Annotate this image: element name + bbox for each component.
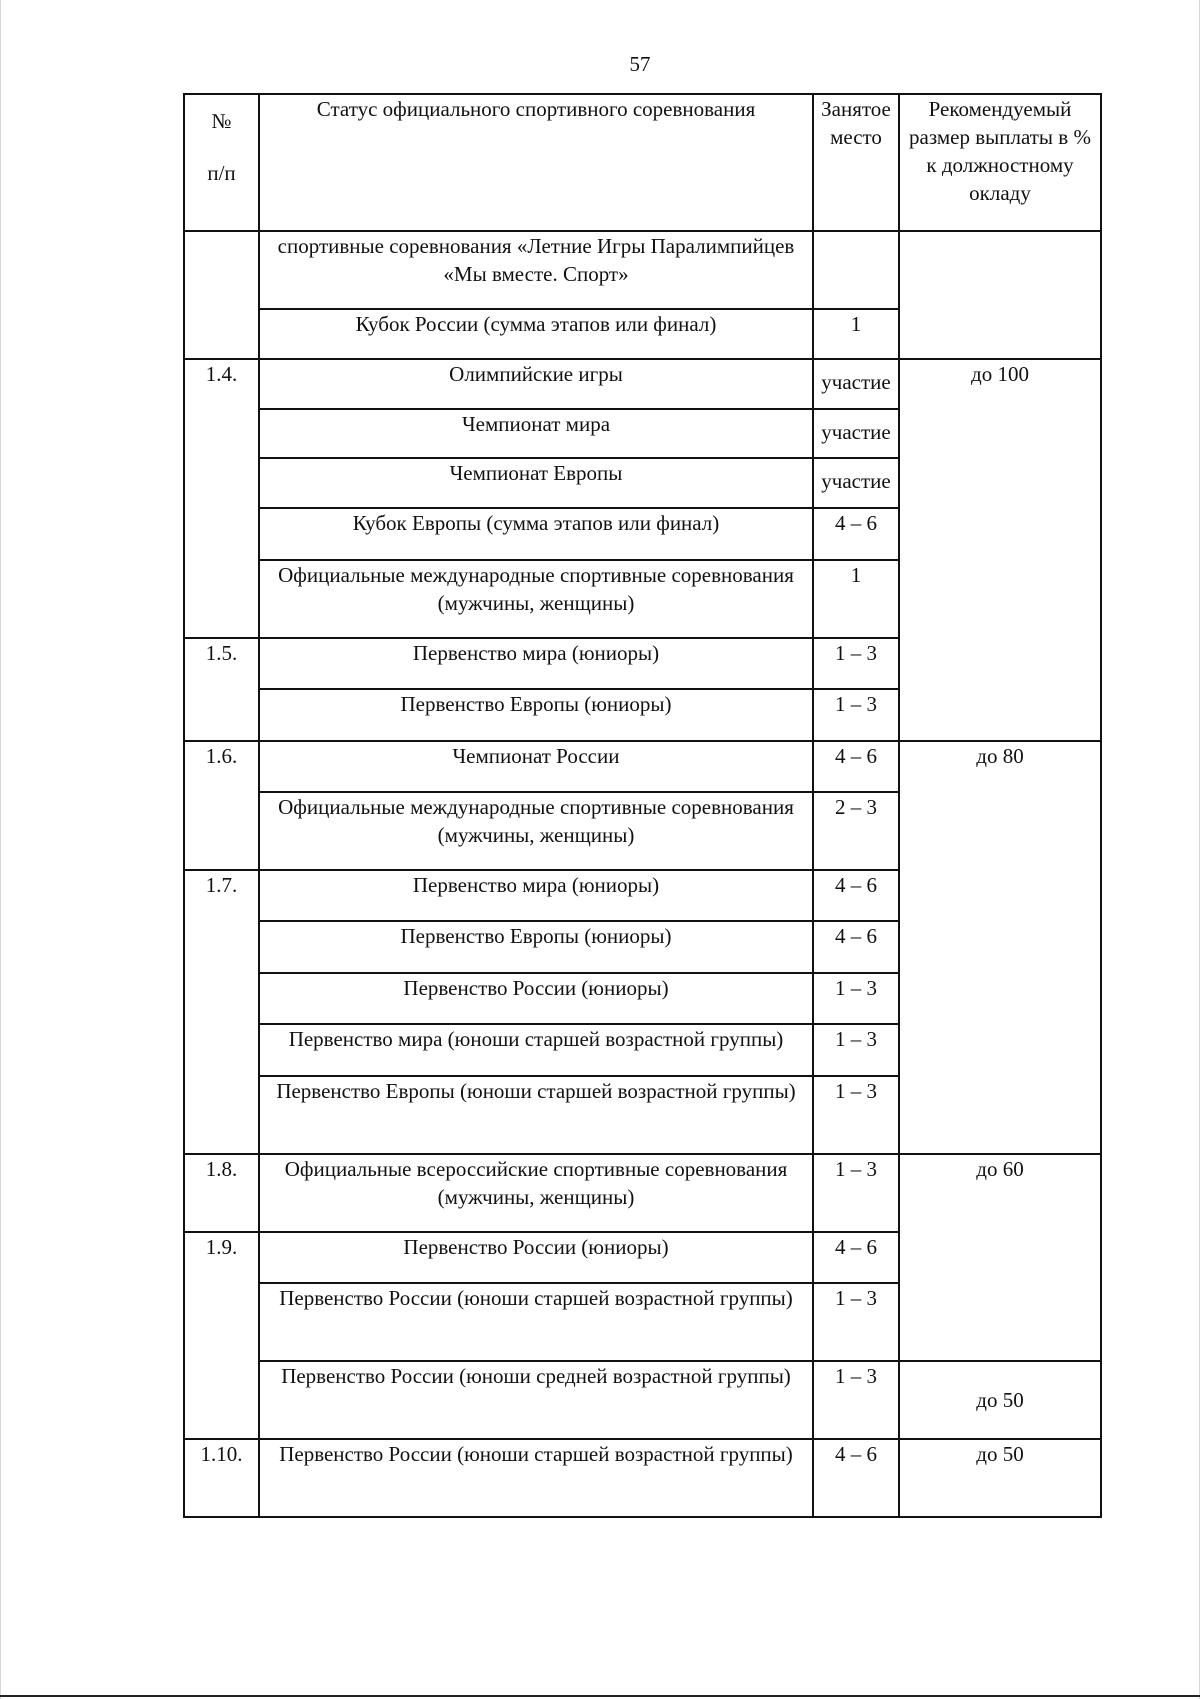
row-place: 1 – 3 [813,638,899,689]
row-status: Первенство России (юниоры) [259,1232,813,1283]
row-status: Официальные международные спортивные соревнования (мужчины, женщины) [259,792,813,870]
row-payment [899,231,1101,359]
row-status: спортивные соревнования «Летние Игры Паралимпийцев «Мы вместе. Спорт» [259,231,813,309]
row-num: 1.6. [184,741,259,870]
row-payment: до 50 [899,1439,1101,1517]
row-place: 1 [813,560,899,638]
table-row [184,1439,1101,1517]
row-status: Чемпионат мира [259,409,813,458]
row-payment: до 50 [899,1361,1101,1439]
row-status: Первенство России (юноши старшей возрастной группы) [259,1283,813,1361]
row-place: участие [813,409,899,458]
row-place: 4 – 6 [813,921,899,973]
row-status: Олимпийские игры [259,359,813,409]
table-row [184,359,1101,409]
row-place: 1 – 3 [813,1283,899,1361]
row-place: 4 – 6 [813,741,899,792]
header-place: Занятое место [813,94,899,231]
row-place: 2 – 3 [813,792,899,870]
row-place: 1 – 3 [813,1361,899,1439]
table-row [184,1154,1101,1232]
row-num: 1.8. [184,1154,259,1232]
row-place: 1 [813,309,899,359]
row-place: участие [813,359,899,409]
row-status: Первенство России (юниоры) [259,973,813,1024]
row-place: 4 – 6 [813,870,899,921]
row-status: Чемпионат России [259,741,813,792]
table-row [184,1361,1101,1439]
row-status: Первенство мира (юниоры) [259,870,813,921]
row-place: 1 – 3 [813,689,899,741]
row-status: Официальные всероссийские спортивные соревнования (мужчины, женщины) [259,1154,813,1232]
row-payment: до 60 [899,1154,1101,1361]
row-status: Первенство России (юноши старшей возрастной группы) [259,1439,813,1517]
row-place: 4 – 6 [813,1232,899,1283]
payment-table [183,93,1102,1518]
table-header-row [184,94,1101,231]
page-number: 57 [629,52,651,76]
row-place: 1 – 3 [813,1154,899,1232]
scan-edge-left [0,0,1,1699]
row-place: 1 – 3 [813,973,899,1024]
row-status: Первенство Европы (юноши старшей возрастной группы) [259,1076,813,1154]
row-place: 1 – 3 [813,1024,899,1076]
row-place: 1 – 3 [813,1076,899,1154]
row-status: Первенство Европы (юниоры) [259,689,813,741]
row-num: 1.5. [184,638,259,741]
row-status: Кубок Европы (сумма этапов или финал) [259,508,813,560]
row-payment: до 80 [899,741,1101,1154]
row-status: Первенство Европы (юниоры) [259,921,813,973]
row-place: 4 – 6 [813,1439,899,1517]
row-payment: до 100 [899,359,1101,741]
table-row [184,231,1101,309]
row-num: 1.9. [184,1232,259,1439]
row-num: 1.10. [184,1439,259,1517]
table-row [184,741,1101,792]
row-place [813,231,899,309]
row-status: Официальные международные спортивные соревнования (мужчины, женщины) [259,560,813,638]
bottom-border [0,1695,1200,1697]
row-place: участие [813,458,899,508]
row-status: Первенство мира (юноши старшей возрастной группы) [259,1024,813,1076]
header-payment: Рекомендуемый размер выплаты в % к должностному окладу [899,94,1101,231]
row-status: Первенство мира (юниоры) [259,638,813,689]
header-num: № п/п [184,94,259,231]
row-num [184,231,259,359]
row-status: Первенство России (юноши средней возрастной группы) [259,1361,813,1439]
row-num: 1.7. [184,870,259,1154]
row-place: 4 – 6 [813,508,899,560]
row-status: Чемпионат Европы [259,458,813,508]
row-num: 1.4. [184,359,259,638]
header-status: Статус официального спортивного соревнования [259,94,813,231]
row-status: Кубок России (сумма этапов или финал) [259,309,813,359]
